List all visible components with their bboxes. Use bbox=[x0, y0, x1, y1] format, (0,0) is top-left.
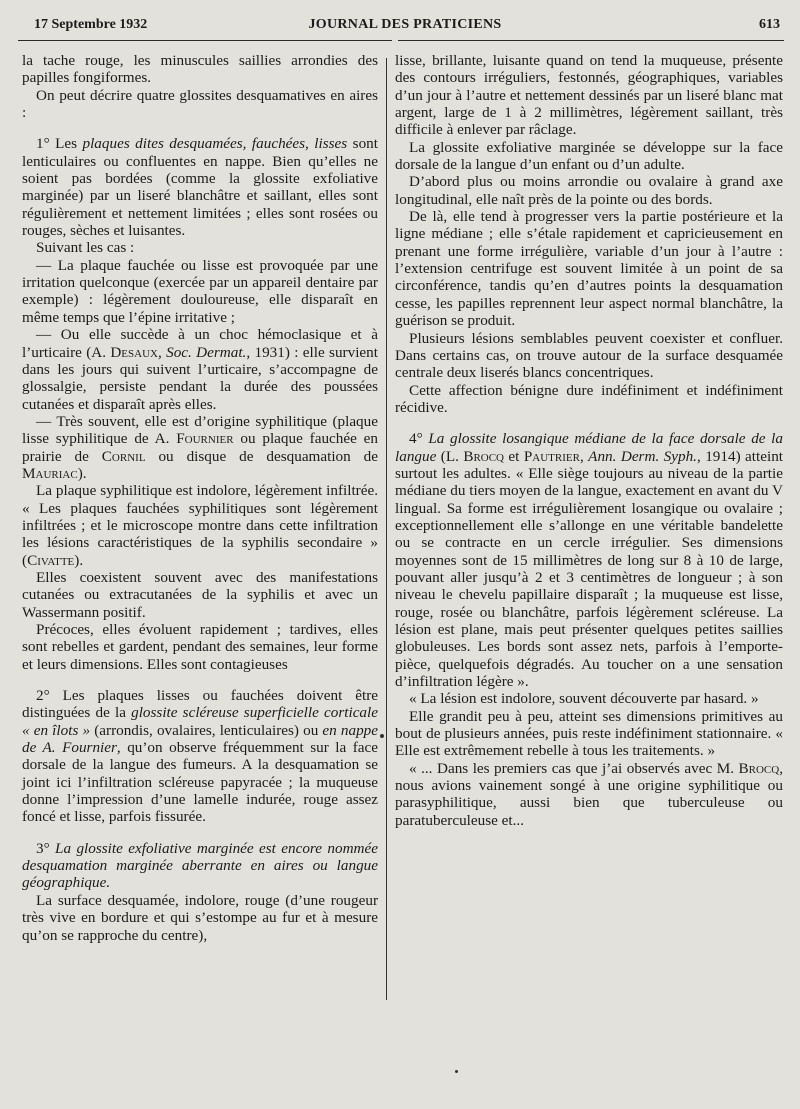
paragraph: Elles coexistent souvent avec des manifestations cutanées ou extracutanées de la syphilis et avec un Wassermann positif. bbox=[22, 568, 378, 621]
page-number: 613 bbox=[759, 17, 780, 32]
paragraph: lisse, brillante, luisante quand on tend la muqueuse, présente des contours irréguliers, festonnés, géographiques, variables d’un jour à l’autre et nettement dessinés par un liseré blanc mat argent, large de 1 à 2 millimètres, légèrement saillant, très difficile à enlever par râclage. bbox=[395, 52, 783, 139]
paragraph: Cette affection bénigne dure indéfiniment et indéfiniment récidive. bbox=[395, 381, 783, 416]
print-speck bbox=[455, 1070, 458, 1073]
paragraph: Précoces, elles évoluent rapidement ; tardives, elles sont rebelles et gardent, pendant des semaines, leur forme et leurs dimensions. Elles sont contagieuses bbox=[22, 621, 378, 673]
paragraph: La glossite exfoliative marginée se développe sur la face dorsale de la langue d’un enfant ou d’un adulte. bbox=[395, 138, 783, 174]
paragraph: 4° La glossite losangique médiane de la face dorsale de la langue (L. Brocq et Pautrier, Ann. Derm. Syph., 1914) atteint surtout les adultes. « Elle siège toujours au niveau de la partie médiane du tiers moyen de la langue, exactement en avant du V lingual. Sa forme est irrégulièrement losangique ou ovalaire ; exceptionnellement elle s’allonge en une véritable bandelette ou se contracte en un cercle irrégulier. Ses dimensions moyennes sont de 15 millimètres de long sur 8 à 10 de large, pouvant aller jusqu’à 2 et 3 centimètres de longueur ; à son niveau le chevelu papillaire disparaît ; la muqueuse est lisse, rouge, rosée ou blanchâtre, parfois légèrement scléreuse. La lésion est plane, mais peut présenter quelques petites saillies globuleuses. Les bords sont assez nets, parfois à l’emporte-pièce, quelquefois dégradés. Au toucher on a une sensation d’infiltration légère ». bbox=[395, 430, 784, 691]
print-speck bbox=[380, 734, 384, 738]
left-column bbox=[22, 52, 378, 944]
header-rule-left bbox=[18, 40, 392, 41]
paragraph: La surface desquamée, indolore, rouge (d’une rougeur très vive en bordure et qui s’estompe au fur et à mesure qu’on se rapproche du centre), bbox=[22, 891, 378, 944]
paragraph: — La plaque fauchée ou lisse est provoquée par une irritation quelconque (exercée par un appareil dentaire par exemple) : légèrement douloureuse, elle disparaît en même temps que l’épine irritative ; bbox=[22, 256, 378, 326]
paragraph: Elle grandit peu à peu, atteint ses dimensions primitives au bout de plusieurs années, puis reste indéfiniment stationnaire. « Elle est extrêmement rebelle à tous les traitements. » bbox=[395, 707, 783, 760]
header-rule-right bbox=[398, 40, 784, 41]
paragraph: On peut décrire quatre glossites desquamatives en aires : bbox=[22, 86, 378, 122]
paragraph: 2° Les plaques lisses ou fauchées doivent être distinguées de la glossite scléreuse superficielle corticale « en îlots » (arrondis, ovalaires, lenticulaires) ou en nappe de A. Fournier, qu’on observe fréquemment sur la face dorsale de la langue des fumeurs. A la desquamation se joint ici l’infiltration scléreuse papyracée ; la muqueuse donne l’impression d’une lamelle indurée, rouge assez foncé et lisse, parfois fissurée. bbox=[22, 687, 379, 826]
paragraph: Suivant les cas : bbox=[36, 239, 135, 257]
paragraph: D’abord plus ou moins arrondie ou ovalaire à grand axe longitudinal, elle naît près de la pointe ou des bords. bbox=[395, 173, 783, 208]
right-column bbox=[395, 52, 783, 829]
paragraph: 1° Les plaques dites desquamées, fauchées, lisses sont lenticulaires ou confluentes en nappe. Bien qu’elles ne soient pas bordées (comme la glossite exfoliative marginée) par un liseré blanchâtre et saillant, elles sont régulièrement et nettement limitées ; elles sont rosées ou rouges, sèches et luisantes. bbox=[22, 135, 378, 240]
paragraph: « La lésion est indolore, souvent découverte par hasard. » bbox=[409, 690, 759, 708]
paragraph: la tache rouge, les minuscules saillies arrondies des papilles fongiformes. bbox=[22, 52, 378, 87]
column-divider bbox=[386, 58, 387, 1000]
paragraph: — Ou elle succède à un choc hémoclasique et à l’urticaire (A. Desaux, Soc. Dermat., 1931) : elle survient dans les jours qui suivent l’urticaire, s’accompagne de glossalgie, persiste pendant la durée des poussées cutanées et disparaît après elles. bbox=[22, 326, 378, 413]
issue-date: 17 Septembre 1932 bbox=[34, 17, 148, 32]
paragraph: 3° La glossite exfoliative marginée est encore nommée desquamation marginée aberrante en aires ou langue géographique. bbox=[22, 839, 378, 892]
paragraph: — Très souvent, elle est d’origine syphilitique (plaque lisse syphilitique de A. Fournier ou plaque fauchée en prairie de Cornil ou disque de desquamation de Mauriac). bbox=[22, 412, 379, 482]
paragraph: La plaque syphilitique est indolore, légèrement infiltrée. « Les plaques fauchées syphilitiques sont légèrement infiltrées ; et le microscope montre dans cette infiltration les lésions caractéristiques de la syphilis secondaire » (Civatte). bbox=[22, 482, 378, 569]
paragraph: De là, elle tend à progresser vers la partie postérieure et la ligne médiane ; elle s’étale rapidement et capricieusement en prenant une forme irrégulière, variable d’un jour à l’autre : l’extension centrifuge est souvent limitée à un point de sa circonférence, tandis qu’en d’autres points la desquamation cesse, les papilles reprennent leur aspect normal blanchâtre, la guérison se produit. bbox=[395, 208, 783, 330]
journal-title: JOURNAL DES PRATICIENS bbox=[308, 17, 502, 32]
paragraph: « ... Dans les premiers cas que j’ai observés avec M. Brocq, nous avions vainement songé à une origine syphilitique ou parasyphilitique, aussi bien que tuberculeuse ou paratuberculeuse et... bbox=[395, 759, 783, 829]
page-header bbox=[30, 14, 780, 34]
paragraph: Plusieurs lésions semblables peuvent coexister et confluer. Dans certains cas, on trouve autour de la surface desquamée centrale deux liserés blancs concentriques. bbox=[395, 329, 783, 382]
